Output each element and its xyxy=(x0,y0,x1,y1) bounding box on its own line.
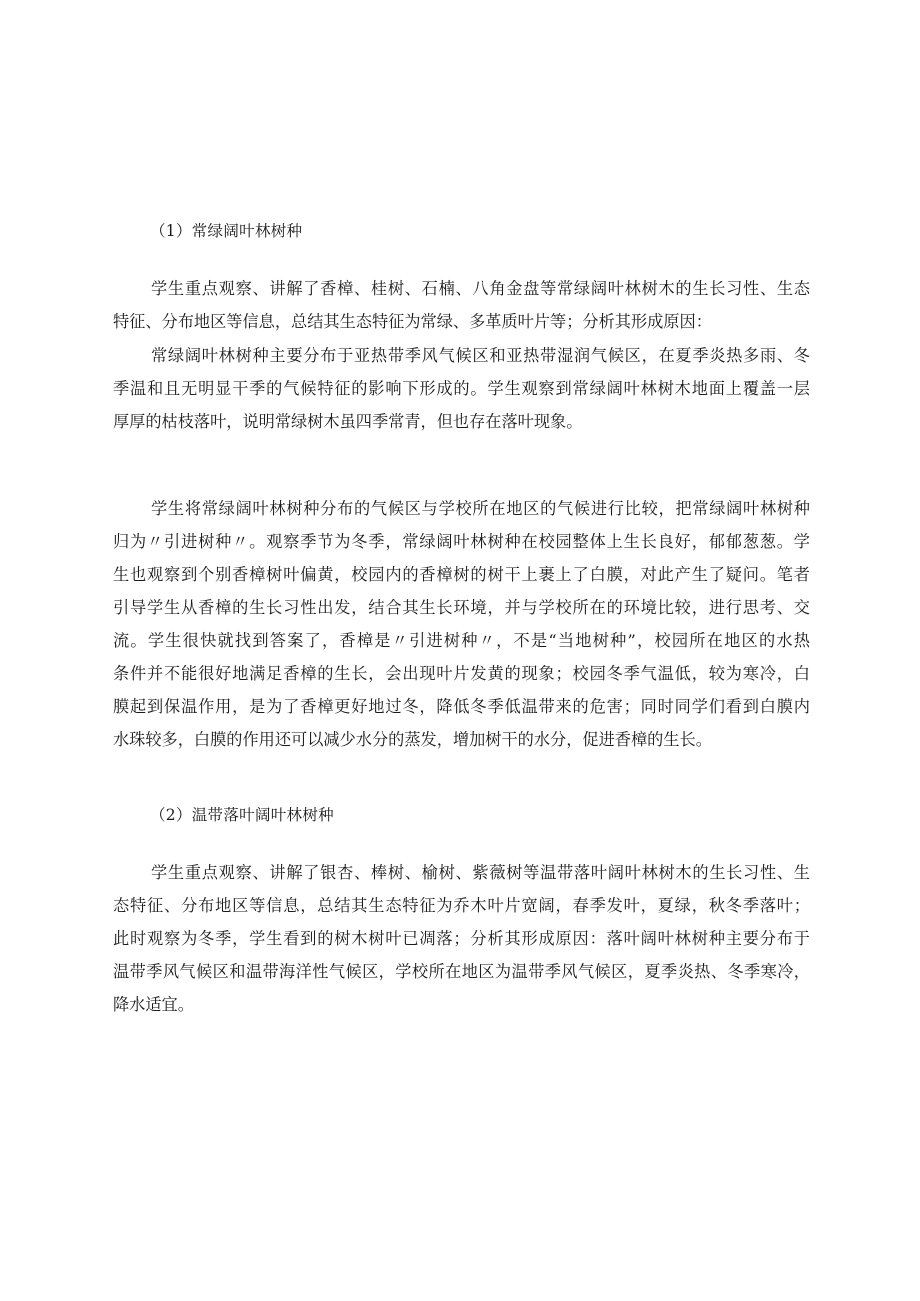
text-line: 学生重点观察、讲解了香樟、桂树、石楠、八角金盘等常绿阔叶林树木的生长习性、生态 xyxy=(151,279,810,298)
text-line: 季温和且无明显干季的气候特征的影响下形成的。学生观察到常绿阔叶林树木地面上覆盖一层 xyxy=(113,379,810,398)
text-line: 降水适宜。 xyxy=(113,995,194,1014)
text-line: 此时观察为冬季，学生看到的树木树叶已凋落；分析其形成原因：落叶阔叶林树种主要分布于 xyxy=(113,929,810,948)
text-line: 学生将常绿阔叶林树种分布的气候区与学校所在地区的气候进行比较，把常绿阔叶林树种 xyxy=(151,499,810,518)
section-heading-evergreen: （1）常绿阔叶林树种 xyxy=(150,222,303,240)
text-line: 条件并不能很好地满足香樟的生长，会出现叶片发黄的现象；校园冬季气温低，较为寒冷，白 xyxy=(113,664,810,683)
text-line: 归为〃引进树种〃。观察季节为冬季，常绿阔叶林树种在校园整体上生长良好，郁郁葱葱。学 xyxy=(113,532,810,551)
paragraph-evergreen-distribution xyxy=(113,339,810,438)
text-line: 学生重点观察、讲解了银杏、棒树、榆树、紫薇树等温带落叶阔叶林树木的生长习性、生 xyxy=(151,863,810,882)
paragraph-evergreen-introduced-species xyxy=(113,492,810,756)
paragraph-deciduous-observation xyxy=(113,856,810,1021)
text-line: 水珠较多，白膜的作用还可以减少水分的蒸发，增加树干的水分，促进香樟的生长。 xyxy=(113,730,712,749)
text-line: 态特征、分布地区等信息，总结其生态特征为乔木叶片宽阔，春季发叶，夏绿，秋冬季落叶； xyxy=(113,896,810,915)
paragraph-evergreen-observation xyxy=(113,272,810,338)
text-line: 生也观察到个别香樟树叶偏黄，校园内的香樟树的树干上裹上了白膜，对此产生了疑问。笔者 xyxy=(113,565,810,584)
text-line: 引导学生从香樟的生长习性出发，结合其生长环境，并与学校所在的环境比较，进行思考、交 xyxy=(113,598,810,617)
text-line: 膜起到保温作用，是为了香樟更好地过冬，降低冬季低温带来的危害；同时同学们看到白膜内 xyxy=(113,697,810,716)
text-line: 流。学生很快就找到答案了，香樟是〃引进树种〃，不是“当地树种”，校园所在地区的水热 xyxy=(113,631,810,650)
text-line: 温带季风气候区和温带海洋性气候区，学校所在地区为温带季风气候区，夏季炎热、冬季寒冷， xyxy=(113,962,810,981)
text-line: 常绿阔叶林树种主要分布于亚热带季风气候区和亚热带湿润气候区，在夏季炎热多雨、冬 xyxy=(151,346,810,365)
text-line: 特征、分布地区等信息，总结其生态特征为常绿、多革质叶片等；分析其形成原因： xyxy=(113,312,712,331)
text-line: 厚厚的枯枝落叶，说明常绿树木虽四季常青，但也存在落叶现象。 xyxy=(113,412,583,431)
section-heading-deciduous: （2）温带落叶阔叶林树种 xyxy=(150,806,334,824)
